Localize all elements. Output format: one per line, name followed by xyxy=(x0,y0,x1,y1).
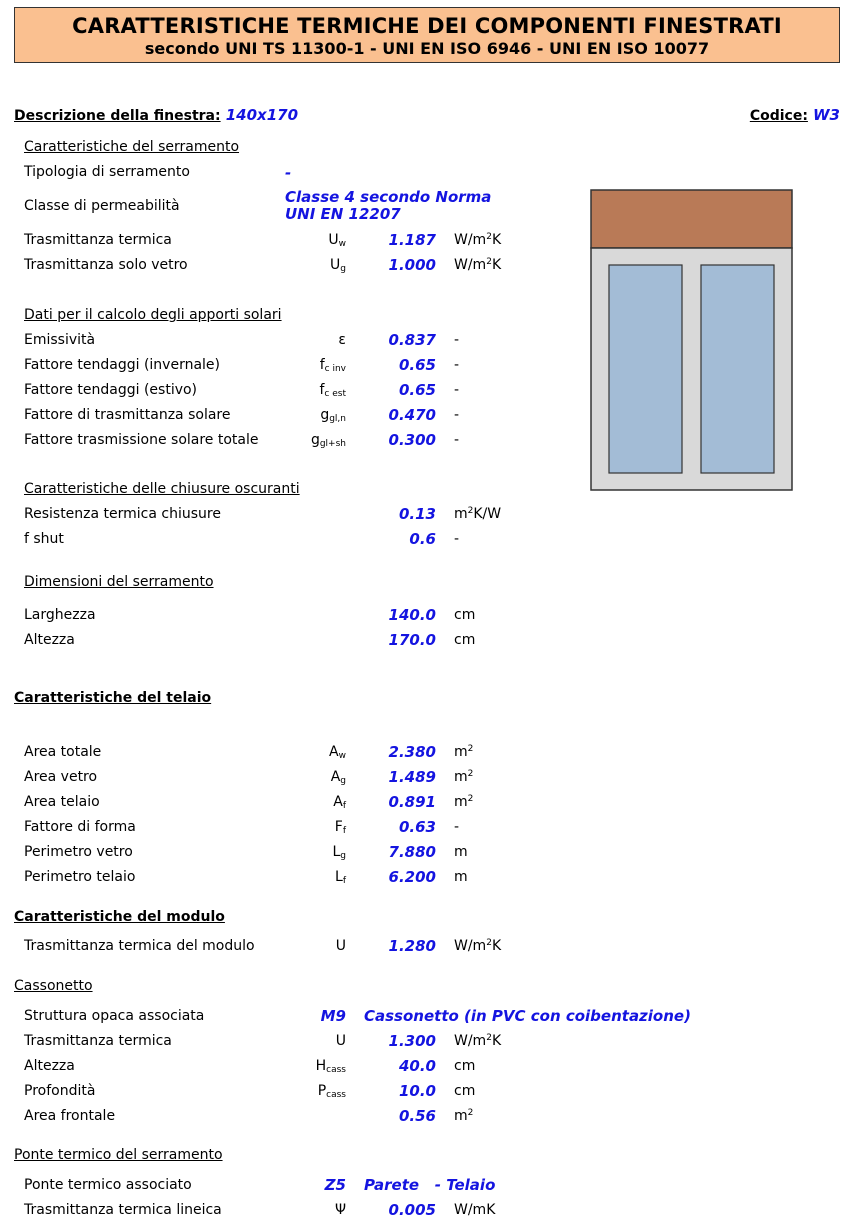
page-title: CARATTERISTICHE TERMICHE DEI COMPONENTI FINESTRATI xyxy=(72,14,782,38)
solari-row-unit: - xyxy=(454,432,460,448)
solari-heading: Dati per il calcolo degli apporti solari xyxy=(24,307,282,323)
cassonetto-row-value: 40.0 xyxy=(398,1057,436,1075)
solari-row-label: Fattore trasmissione solare totale xyxy=(24,432,259,448)
resistenza-value: 0.13 xyxy=(398,505,436,523)
glass-pane-right xyxy=(701,265,774,473)
fshut-unit: - xyxy=(454,531,460,547)
description-label: Descrizione della finestra: xyxy=(14,108,221,124)
fshut-label: f shut xyxy=(24,531,64,547)
cassonetto-row-unit: $W/m^2K$ xyxy=(454,1033,502,1049)
tipologia-value: - xyxy=(285,164,292,182)
uw-symbol: $U_w$ xyxy=(328,232,346,249)
permeabilita-value-line1: Classe 4 secondo Norma xyxy=(285,188,492,206)
uw-value: 1.187 xyxy=(388,231,436,249)
ug-unit: $W/m^2K$ xyxy=(454,257,502,273)
telaio-row-symbol: $A_f$ xyxy=(333,794,346,811)
page-subtitle: secondo UNI TS 11300-1 - UNI EN ISO 6946 - UNI EN ISO 10077 xyxy=(144,39,710,58)
solari-row-symbol: $g_{gl+sh}$ xyxy=(310,432,346,449)
solari-row-symbol: $f_{c inv}$ xyxy=(319,357,346,374)
telaio-row-label: Area vetro xyxy=(24,769,98,785)
struttura-description: Cassonetto (in PVC con coibentazione) xyxy=(364,1007,691,1025)
telaio-row-label: Fattore di forma xyxy=(24,819,136,835)
telaio-row-symbol: $L_g$ xyxy=(332,844,346,861)
solari-row-label: Fattore tendaggi (invernale) xyxy=(24,357,221,373)
solari-row-unit: - xyxy=(454,382,460,398)
ponte-lin-value: 0.005 xyxy=(388,1201,436,1219)
cassonetto-heading: Cassonetto xyxy=(14,978,93,994)
telaio-row-symbol: $A_g$ xyxy=(330,769,346,786)
cassonetto-row-unit: cm xyxy=(454,1058,476,1074)
ponte-lin-symbol: Ψ xyxy=(334,1202,346,1218)
cassonetto-row-symbol: $H_{cass}$ xyxy=(315,1058,346,1075)
cassonetto-row-symbol: $P_{cass}$ xyxy=(317,1083,346,1100)
altezza-unit: cm xyxy=(454,632,476,648)
cassonetto-row-value: 10.0 xyxy=(398,1082,436,1100)
solari-row-value: 0.65 xyxy=(398,381,436,399)
telaio-row-symbol: $A_w$ xyxy=(329,744,346,761)
solari-row-label: Emissività xyxy=(24,332,96,348)
resistenza-unit: $m^2K/W$ xyxy=(454,506,502,522)
solari-row-value: 0.837 xyxy=(388,331,436,349)
solari-row-label: Fattore di trasmittanza solare xyxy=(24,407,231,423)
telaio-row-symbol: $F_f$ xyxy=(334,819,346,836)
permeabilita-value xyxy=(285,189,491,223)
telaio-row-unit: $m^2$ xyxy=(454,794,474,810)
telaio-heading: Caratteristiche del telaio xyxy=(14,690,212,706)
cassonetto-row-symbol: U xyxy=(335,1033,346,1049)
solari-row-label: Fattore tendaggi (estivo) xyxy=(24,382,198,398)
description-value: 140x170 xyxy=(225,106,299,124)
struttura-code: M9 xyxy=(320,1007,346,1025)
solari-row-value: 0.470 xyxy=(388,406,436,424)
code-value: W3 xyxy=(813,106,840,124)
ug-value: 1.000 xyxy=(388,256,436,274)
telaio-row-value: 0.63 xyxy=(398,818,436,836)
ponte-assoc-code: Z5 xyxy=(324,1176,346,1194)
altezza-label: Altezza xyxy=(24,632,75,648)
modulo-unit: $W/m^2K$ xyxy=(454,938,502,954)
ponte-heading: Ponte termico del serramento xyxy=(14,1147,223,1163)
telaio-row-label: Area totale xyxy=(24,744,102,760)
ug-label: Trasmittanza solo vetro xyxy=(24,257,188,273)
telaio-row-value: 2.380 xyxy=(388,743,436,761)
modulo-symbol: U xyxy=(335,938,346,954)
ponte-assoc-label: Ponte termico associato xyxy=(24,1177,192,1193)
telaio-row-unit: m xyxy=(454,869,468,885)
cassonetto-row-label: Area frontale xyxy=(24,1108,116,1124)
modulo-label: Trasmittanza termica del modulo xyxy=(24,938,255,954)
page-header xyxy=(14,7,840,63)
telaio-row-value: 0.891 xyxy=(388,793,436,811)
ug-symbol: $U_g$ xyxy=(330,257,346,274)
window-code xyxy=(750,105,840,124)
solari-row-symbol: $f_{c est}$ xyxy=(319,382,346,399)
altezza-value: 170.0 xyxy=(388,631,436,649)
modulo-value: 1.280 xyxy=(388,937,436,955)
telaio-row-unit: $m^2$ xyxy=(454,744,474,760)
ponte-assoc-desc: Parete - Telaio xyxy=(364,1176,496,1194)
permeabilita-label: Classe di permeabilità xyxy=(24,198,180,214)
solari-row-value: 0.65 xyxy=(398,356,436,374)
solari-row-value: 0.300 xyxy=(388,431,436,449)
telaio-row-value: 6.200 xyxy=(388,868,436,886)
telaio-row-unit: $m^2$ xyxy=(454,769,474,785)
glass-pane-left xyxy=(609,265,682,473)
solari-row-symbol: $g_{gl,n}$ xyxy=(320,407,346,424)
cassonetto-row-value: 0.56 xyxy=(398,1107,436,1125)
larghezza-label: Larghezza xyxy=(24,607,96,623)
cassonetto-row-label: Altezza xyxy=(24,1058,75,1074)
code-label: Codice: xyxy=(749,108,808,124)
permeabilita-value-line2: UNI EN 12207 xyxy=(285,205,401,223)
ponte-lin-unit: W/mK xyxy=(454,1202,496,1218)
tipologia-label: Tipologia di serramento xyxy=(24,164,190,180)
oscuranti-heading: Caratteristiche delle chiusure oscuranti xyxy=(24,481,300,497)
window-diagram xyxy=(590,189,794,493)
cassonetto-row-unit: $m^2$ xyxy=(454,1108,474,1124)
cassonetto-row-label: Profondità xyxy=(24,1083,96,1099)
uw-label: Trasmittanza termica xyxy=(24,232,172,248)
solari-row-unit: - xyxy=(454,407,460,423)
telaio-row-label: Area telaio xyxy=(24,794,100,810)
telaio-row-value: 7.880 xyxy=(388,843,436,861)
uw-unit: $W/m^2K$ xyxy=(454,232,502,248)
resistenza-label: Resistenza termica chiusure xyxy=(24,506,221,522)
solari-row-unit: - xyxy=(454,332,460,348)
telaio-row-label: Perimetro telaio xyxy=(24,869,136,885)
modulo-heading: Caratteristiche del modulo xyxy=(14,909,225,925)
ponte-lin-label: Trasmittanza termica lineica xyxy=(24,1202,222,1218)
telaio-row-unit: m xyxy=(454,844,468,860)
fshut-value: 0.6 xyxy=(409,530,436,548)
telaio-row-value: 1.489 xyxy=(388,768,436,786)
cassonetto-box xyxy=(591,190,792,248)
serramento-heading: Caratteristiche del serramento xyxy=(24,139,240,155)
cassonetto-row-label: Trasmittanza termica xyxy=(24,1033,172,1049)
window-description xyxy=(14,105,298,124)
struttura-label: Struttura opaca associata xyxy=(24,1008,205,1024)
solari-row-symbol: ε xyxy=(338,332,346,348)
cassonetto-row-unit: cm xyxy=(454,1083,476,1099)
larghezza-value: 140.0 xyxy=(388,606,436,624)
cassonetto-row-value: 1.300 xyxy=(388,1032,436,1050)
solari-row-unit: - xyxy=(454,357,460,373)
telaio-row-unit: - xyxy=(454,819,460,835)
dimensioni-heading: Dimensioni del serramento xyxy=(24,574,214,590)
telaio-row-label: Perimetro vetro xyxy=(24,844,133,860)
larghezza-unit: cm xyxy=(454,607,476,623)
telaio-row-symbol: $L_f$ xyxy=(335,869,346,886)
